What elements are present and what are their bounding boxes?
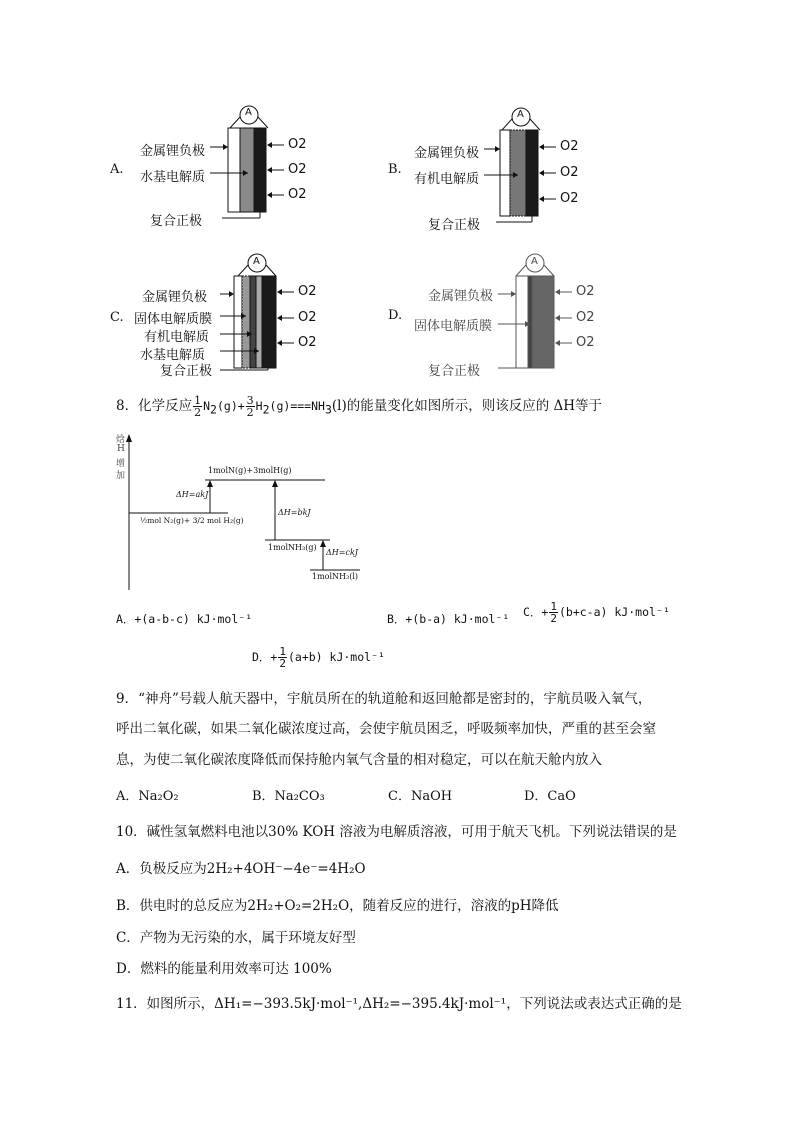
q8-prefix: 8．化学反应 <box>116 398 193 414</box>
battery-diagram <box>484 102 614 227</box>
fraction <box>549 601 558 624</box>
option-prefix: D．+ <box>252 650 278 664</box>
y-axis-label: 增 <box>116 459 126 469</box>
label-organic-electrolyte: 有机电解质 <box>144 330 210 345</box>
q7-option-a <box>110 100 340 230</box>
q7-option-c <box>110 250 340 380</box>
o2-label: O2 <box>298 310 317 325</box>
denominator: 2 <box>246 406 254 419</box>
numerator: 1 <box>279 645 286 658</box>
q7-option-b <box>388 100 608 233</box>
q9-option-b: B．Na₂CO₃ <box>252 789 325 804</box>
meter-a-label: A <box>253 256 260 267</box>
o2-label: O2 <box>576 284 595 299</box>
o2-label: O2 <box>576 335 595 350</box>
option-letter: D. <box>388 308 403 323</box>
y-axis-label: H <box>117 444 125 454</box>
q8-option-c <box>523 601 670 624</box>
q9-line: 9．“神舟”号载人航天器中，宇航员所在的轨道舱和返回舱都是密封的，宇航员吸入氧气， <box>116 691 652 707</box>
battery-diagram <box>498 250 618 375</box>
option-prefix: C．+ <box>523 605 549 619</box>
subscript: 2 <box>262 402 270 417</box>
option-suffix: (a+b) kJ·mol⁻¹ <box>287 650 385 664</box>
label-positive-electrode: 复合正极 <box>160 364 213 379</box>
label-negative-electrode: 金属锂负极 <box>140 144 206 159</box>
formula-part: N <box>203 399 211 413</box>
label-solid-membrane: 固体电解质膜 <box>134 312 213 327</box>
fraction <box>193 395 202 418</box>
fraction <box>278 646 287 669</box>
o2-label: O2 <box>288 137 307 152</box>
option-suffix: (b+c-a) kJ·mol⁻¹ <box>558 605 670 619</box>
energy-diagram-lines <box>110 430 390 595</box>
q9-option-a: A．Na₂O₂ <box>116 789 179 804</box>
y-axis-label: 焓 <box>116 435 126 445</box>
level-reactants: ½mol N₂(g)+ 3/2 mol H₂(g) <box>140 516 244 525</box>
o2-label: O2 <box>298 335 317 350</box>
subscript: 2 <box>210 402 217 417</box>
battery-diagram <box>210 100 340 225</box>
q10-option-d: D．燃料的能量利用效率可达 100% <box>116 961 332 977</box>
denominator: 2 <box>550 612 557 625</box>
fraction <box>246 395 255 418</box>
numerator: 1 <box>194 394 202 407</box>
label-positive-electrode: 复合正极 <box>428 364 481 379</box>
q9-option-d: D．CaO <box>524 789 576 804</box>
q7-option-d <box>388 250 608 380</box>
subscript: 3 <box>324 402 332 417</box>
q9-line: 息，为使二氧化碳浓度降低而保持舱内氧气含量的相对稳定，可以在航天舱内放入 <box>116 752 602 768</box>
q10-stem: 10．碱性氢氧燃料电池以30% KOH 溶液为电解质溶液，可用于航天飞机。下列说法错误的是 <box>116 824 677 840</box>
formula-part: (g)===NH <box>269 399 325 413</box>
label-solid-membrane: 固体电解质膜 <box>414 319 493 334</box>
o2-label: O2 <box>560 139 579 154</box>
dh-a-label: ΔH=akJ <box>176 490 209 499</box>
label-electrolyte: 水基电解质 <box>140 170 206 185</box>
label-negative-electrode: 金属锂负极 <box>428 289 494 304</box>
label-positive-electrode: 复合正极 <box>150 214 203 229</box>
y-axis-label: 加 <box>116 471 126 481</box>
label-negative-electrode: 金属锂负极 <box>142 290 208 305</box>
o2-label: O2 <box>576 310 595 325</box>
q8-option-d <box>252 646 385 669</box>
level-nh3-gas: 1molNH₃(g) <box>268 543 317 552</box>
denominator: 2 <box>279 657 286 670</box>
q10-option-c: C．产物为无污染的水，属于环境友好型 <box>116 930 356 946</box>
o2-label: O2 <box>288 162 307 177</box>
numerator: 1 <box>550 600 557 613</box>
q10-option-b: B．供电时的总反应为2H₂+O₂=2H₂O，随着反应的进行，溶液的pH降低 <box>116 898 559 914</box>
q8-option-a: A．+(a-b-c) kJ·mol⁻¹ <box>116 612 253 626</box>
o2-label: O2 <box>298 284 317 299</box>
battery-diagram <box>220 250 340 375</box>
meter-a-label: A <box>245 107 252 118</box>
level-nh3-liquid: 1molNH₃(l) <box>312 572 359 581</box>
q11-stem: 11．如图所示，ΔH₁=−393.5kJ·mol⁻¹,ΔH₂=−395.4kJ·mol⁻¹，下列说法或表达式正确的是 <box>116 996 682 1012</box>
energy-diagram <box>110 430 390 595</box>
o2-label: O2 <box>560 165 579 180</box>
formula-part: H <box>255 399 263 413</box>
q9-line: 呼出二氧化碳，如果二氧化碳浓度过高，会使宇航员困乏，呼吸频率加快，严重的甚至会窒 <box>116 721 656 737</box>
label-positive-electrode: 复合正极 <box>428 218 481 233</box>
o2-label: O2 <box>560 191 579 206</box>
q10-option-a: A．负极反应为2H₂+4OH⁻−4e⁻=4H₂O <box>116 861 366 877</box>
label-negative-electrode: 金属锂负极 <box>414 146 480 161</box>
dh-c-label: ΔH=ckJ <box>326 548 358 557</box>
q8-stem <box>116 394 602 418</box>
q9-option-c: C．NaOH <box>388 789 453 804</box>
label-water-electrolyte: 水基电解质 <box>140 348 206 363</box>
q8-suffix: (l)的能量变化如图所示，则该反应的 ΔH等于 <box>331 398 603 414</box>
dh-b-label: ΔH=bkJ <box>278 508 311 517</box>
o2-label: O2 <box>288 187 307 202</box>
meter-a-label: A <box>531 256 538 267</box>
formula-part: (g)+ <box>216 399 245 413</box>
level-atoms: 1molN(g)+3molH(g) <box>208 466 292 475</box>
numerator: 3 <box>246 394 254 407</box>
option-letter: C. <box>110 310 124 325</box>
label-electrolyte: 有机电解质 <box>414 172 480 187</box>
option-letter: A. <box>110 162 124 177</box>
option-letter: B. <box>388 162 402 177</box>
q8-option-b: B．+(b-a) kJ·mol⁻¹ <box>387 612 510 626</box>
denominator: 2 <box>194 406 202 419</box>
meter-a-label: A <box>517 109 524 120</box>
